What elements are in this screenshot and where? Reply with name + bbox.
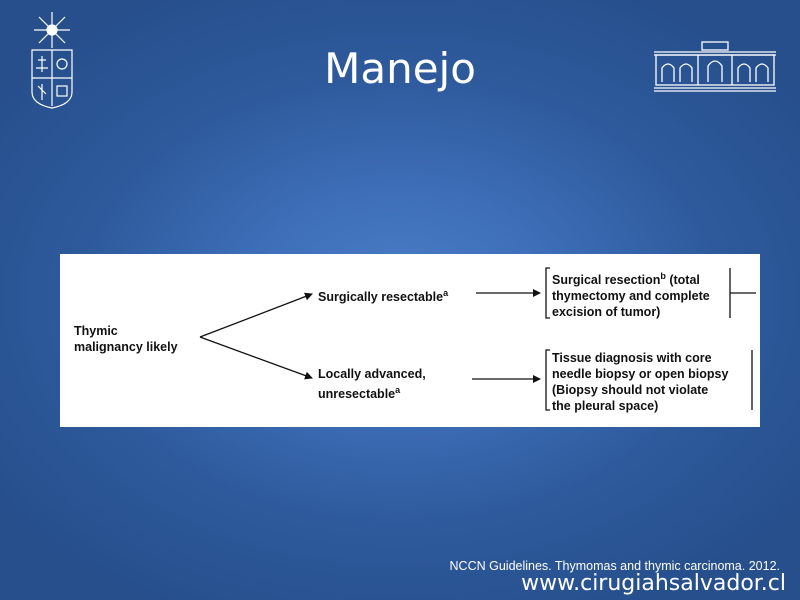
slide-title: Manejo [324,44,476,93]
bracket-biopsy [546,350,550,410]
node-thymic-malignancy [74,323,204,355]
node-tissue-diagnosis-label: Tissue diagnosis with core needle biopsy or open biopsy (Biopsy should not violate the pleural space) [552,351,729,413]
node-surgically-resectable-label: Surgically resectable [318,290,444,305]
node-surgically-resectable [318,285,488,305]
node-thymic-malignancy-label: Thymic malignancy likely [74,324,178,354]
node-locally-advanced [318,366,488,402]
bracket-resection [546,268,550,318]
footnote-a-sup: a [395,385,401,395]
arrow-to-resectable [200,294,312,337]
node-locally-advanced-label: Locally advanced, unresectable [318,367,426,402]
node-surgical-resection-label: Surgical resection [552,273,661,288]
citation-text: NCCN Guidelines. Thymomas and thymic carcinoma. 2012. [449,559,780,573]
arrow-to-unresectable [200,337,312,378]
footnote-b-sup: b [660,271,666,281]
node-tissue-diagnosis [552,350,752,414]
footnote-a-sup: a [443,288,449,298]
node-surgical-resection [552,268,732,320]
website-url: www.cirugiahsalvador.cl [521,571,786,596]
flowchart-panel [60,254,760,427]
node-surgical-resection-detail: (total thymectomy and complete excision of tumor) [552,273,710,320]
